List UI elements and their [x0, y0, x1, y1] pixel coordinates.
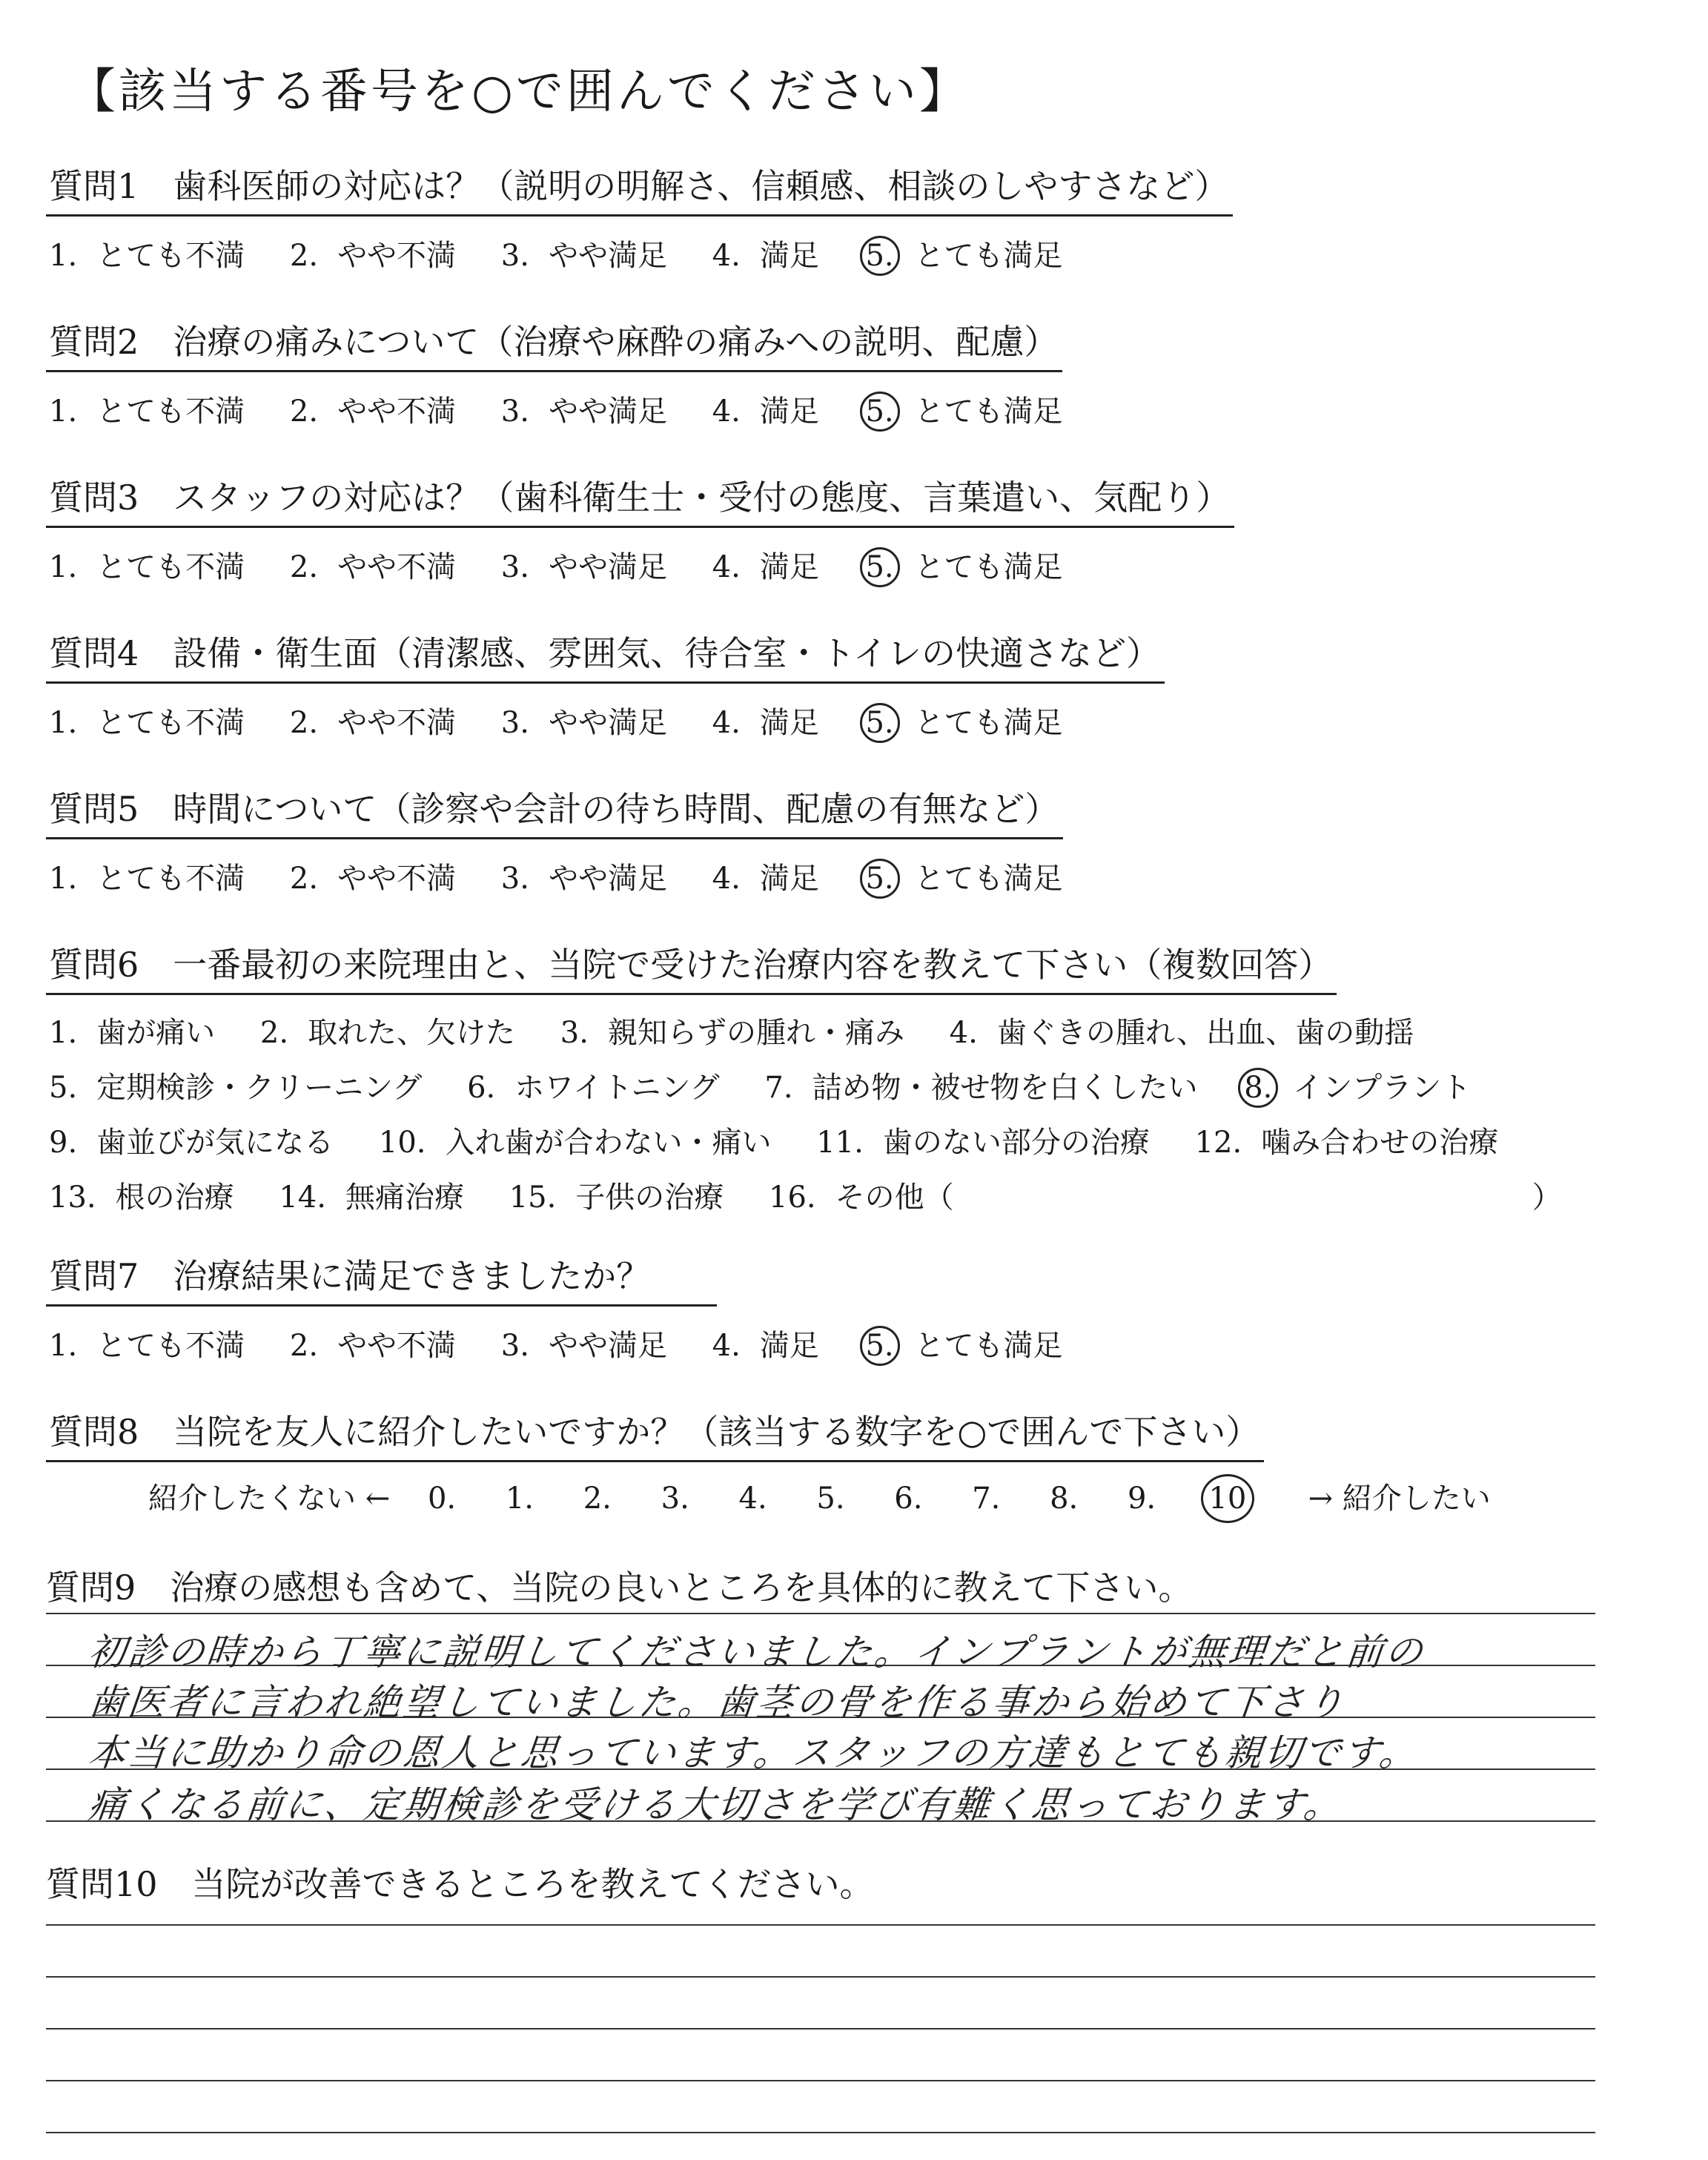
option-label: やや満足: [548, 706, 667, 740]
option-label: とても満足: [914, 239, 1063, 273]
question-1-options: [46, 227, 1233, 285]
question-10-text: 質問10 当院が改善できるところを教えてください。: [46, 1864, 874, 1904]
option-num[interactable]: 2.: [289, 394, 319, 429]
option-label: とても満足: [914, 394, 1063, 429]
option-num[interactable]: 2.: [289, 1329, 319, 1363]
question-6: [46, 938, 1562, 1225]
selected-option-circle[interactable]: 5.: [860, 392, 900, 432]
option-label: とても満足: [914, 550, 1063, 584]
option-label: とても満足: [914, 706, 1063, 740]
selected-option-circle[interactable]: 5.: [860, 236, 900, 276]
option-label: やや満足: [548, 1329, 667, 1363]
option-label: とても満足: [914, 862, 1063, 896]
option-label: やや満足: [548, 394, 667, 429]
option-num[interactable]: 7.: [764, 1071, 793, 1105]
option-num[interactable]: 13.: [49, 1180, 96, 1215]
option-label: とても不満: [96, 394, 245, 429]
option-num[interactable]: 11.: [816, 1126, 864, 1160]
selected-option-circle[interactable]: 8.: [1238, 1068, 1278, 1108]
option-label: 満足: [759, 239, 819, 273]
option-label: 子供の治療: [575, 1180, 724, 1215]
option-label: 詰め物・被せ物を白くしたい: [812, 1071, 1198, 1105]
question-8: [46, 1405, 1491, 1523]
option-label-other: その他（: [835, 1180, 954, 1215]
option-label: やや不満: [337, 862, 457, 896]
option-num[interactable]: 2.: [289, 239, 319, 273]
option-num[interactable]: 2.: [289, 550, 319, 584]
option-num[interactable]: 12.: [1194, 1126, 1242, 1160]
scale-num[interactable]: 2.: [583, 1482, 612, 1516]
question-4-text: 質問4 設備・衛生面（清潔感、雰囲気、待合室・トイレの快適さなど）: [46, 627, 1165, 684]
answer-line[interactable]: [46, 2028, 1595, 2029]
scale-num[interactable]: 1.: [505, 1482, 534, 1516]
option-num[interactable]: 4.: [712, 1329, 741, 1363]
scale-num[interactable]: 4.: [738, 1482, 767, 1516]
question-5-options: [46, 850, 1099, 908]
option-label: 親知らずの腫れ・痛み: [607, 1016, 904, 1050]
question-2-text: 質問2 治療の痛みについて（治療や麻酔の痛みへの説明、配慮）: [46, 315, 1062, 372]
question-10: [46, 1857, 874, 1906]
selected-option-circle[interactable]: 5.: [860, 859, 900, 899]
option-label: 入れ歯が合わない・痛い: [445, 1126, 772, 1160]
option-label: 取れた、欠けた: [308, 1016, 516, 1050]
option-label: やや不満: [337, 239, 457, 273]
option-num[interactable]: 3.: [500, 550, 529, 584]
option-label: 満足: [759, 550, 819, 584]
question-2-options: [46, 383, 1099, 440]
question-5: [46, 782, 1099, 908]
option-label: 満足: [759, 862, 819, 896]
page-title: 【該当する番号を○で囲んでください】: [68, 65, 970, 119]
option-label: 歯のない部分の治療: [882, 1126, 1150, 1160]
option-label: 噛み合わせの治療: [1261, 1126, 1499, 1160]
option-label: 根の治療: [115, 1180, 234, 1215]
option-label: とても不満: [96, 239, 245, 273]
question-3-options: [46, 538, 1234, 596]
option-num[interactable]: 2.: [259, 1016, 289, 1050]
question-4: [46, 627, 1165, 752]
option-num[interactable]: 3.: [500, 239, 529, 273]
options-row: [49, 1115, 1562, 1170]
option-label: ホワイトニング: [514, 1071, 720, 1105]
selected-option-circle[interactable]: 5.: [860, 703, 900, 743]
option-label: 満足: [759, 394, 819, 429]
options-row: [49, 1060, 1562, 1115]
question-9-text: 質問9 治療の感想も含めて、当院の良いところを具体的に教えて下さい。: [46, 1568, 1193, 1608]
recommend-scale: [46, 1474, 1491, 1523]
option-num[interactable]: 5.: [49, 1071, 78, 1105]
scale-num[interactable]: 7.: [972, 1482, 1001, 1516]
handwritten-answer-line: 歯医者に言われ絶望していました。歯茎の骨を作る事から始めて下さり: [86, 1681, 1348, 1724]
option-label: 満足: [759, 706, 819, 740]
options-row: [49, 1170, 1562, 1225]
option-num[interactable]: 4.: [712, 239, 741, 273]
question-4-options: [46, 694, 1165, 752]
option-num[interactable]: 1.: [49, 862, 78, 896]
option-num[interactable]: 9.: [49, 1126, 78, 1160]
option-num[interactable]: 4.: [949, 1016, 978, 1050]
selected-scale-circle[interactable]: 10: [1201, 1474, 1254, 1523]
question-7-options: [46, 1317, 1099, 1375]
option-num[interactable]: 4.: [712, 394, 741, 429]
answer-line[interactable]: [46, 2080, 1595, 2081]
question-6-options: [46, 1005, 1562, 1225]
option-num[interactable]: 10.: [378, 1126, 426, 1160]
scale-num[interactable]: 6.: [894, 1482, 923, 1516]
option-label: 歯並びが気になる: [96, 1126, 334, 1160]
option-label: やや不満: [337, 706, 457, 740]
scale-num[interactable]: 9.: [1127, 1482, 1156, 1516]
option-label: 歯ぐきの腫れ、出血、歯の動揺: [996, 1016, 1414, 1050]
option-label: やや満足: [548, 550, 667, 584]
question-7: [46, 1249, 1099, 1375]
option-label: 満足: [759, 1329, 819, 1363]
option-num[interactable]: 6.: [467, 1071, 496, 1105]
option-num[interactable]: 1.: [49, 706, 78, 740]
handwritten-answer-line: 本当に助かり命の恩人と思っています。スタッフの方達もとても親切です。: [86, 1731, 1421, 1774]
option-label: とても満足: [914, 1329, 1063, 1363]
option-label: とても不満: [96, 1329, 245, 1363]
scale-num[interactable]: 8.: [1050, 1482, 1079, 1516]
option-label: インプラント: [1293, 1071, 1472, 1105]
option-num[interactable]: 3.: [500, 862, 529, 896]
option-num[interactable]: 3.: [500, 394, 529, 429]
option-num[interactable]: 2.: [289, 862, 319, 896]
question-5-text: 質問5 時間について（診察や会計の待ち時間、配慮の有無など）: [46, 782, 1063, 839]
question-9: [46, 1561, 1192, 1610]
option-num[interactable]: 15.: [509, 1180, 557, 1215]
option-num[interactable]: 1.: [49, 1016, 78, 1050]
option-num[interactable]: 3.: [500, 1329, 529, 1363]
option-label: とても不満: [96, 706, 245, 740]
option-num[interactable]: 16.: [769, 1180, 816, 1215]
scale-num[interactable]: 3.: [661, 1482, 689, 1516]
question-3: [46, 471, 1234, 596]
answer-line[interactable]: [46, 1976, 1595, 1978]
option-num[interactable]: 1.: [49, 550, 78, 584]
option-num[interactable]: 3.: [560, 1016, 589, 1050]
option-label: 歯が痛い: [96, 1016, 216, 1050]
option-num[interactable]: 4.: [712, 550, 741, 584]
answer-line[interactable]: [46, 2132, 1595, 2133]
option-label: 定期検診・クリーニング: [96, 1071, 423, 1105]
question-1-text: 質問1 歯科医師の対応は？（説明の明解さ、信頼感、相談のしやすさなど）: [46, 159, 1233, 217]
scale-num[interactable]: 0.: [427, 1482, 457, 1516]
option-num[interactable]: 1.: [49, 1329, 78, 1363]
option-label: やや不満: [337, 394, 457, 429]
option-label: やや満足: [548, 239, 667, 273]
option-num[interactable]: 1.: [49, 394, 78, 429]
option-label: やや不満: [337, 550, 457, 584]
option-num[interactable]: 4.: [712, 706, 741, 740]
option-label: 無痛治療: [345, 1180, 464, 1215]
option-label: とても不満: [96, 550, 245, 584]
question-7-text: 質問7 治療結果に満足できましたか？: [46, 1249, 717, 1307]
option-label: やや満足: [548, 862, 667, 896]
question-8-text: 質問8 当院を友人に紹介したいですか？（該当する数字を○で囲んで下さい）: [46, 1405, 1264, 1462]
selected-option-circle[interactable]: 5.: [860, 547, 900, 587]
handwritten-answer-line: 痛くなる前に、定期検診を受ける大切さを学び有難く思っております。: [86, 1783, 1345, 1826]
selected-option-circle[interactable]: 5.: [860, 1326, 900, 1366]
question-2: [46, 315, 1099, 440]
scale-right-label: → 紹介したい: [1308, 1482, 1491, 1516]
scale-num[interactable]: 5.: [816, 1482, 845, 1516]
option-label: やや不満: [337, 1329, 457, 1363]
question-3-text: 質問3 スタッフの対応は？（歯科衛生士・受付の態度、言葉遣い、気配り）: [46, 471, 1234, 528]
answer-line[interactable]: [46, 1924, 1595, 1926]
question-6-text: 質問6 一番最初の来院理由と、当院で受けた治療内容を教えて下さい（複数回答）: [46, 938, 1337, 995]
option-num[interactable]: 14.: [279, 1180, 326, 1215]
option-label: とても不満: [96, 862, 245, 896]
question-1: [46, 159, 1233, 285]
option-num[interactable]: 2.: [289, 706, 319, 740]
option-num[interactable]: 1.: [49, 239, 78, 273]
handwritten-answer-line: 初診の時から丁寧に説明してくださいました。インプラントが無理だと前の: [86, 1631, 1427, 1674]
answer-line: [46, 1613, 1595, 1614]
scale-left-label: 紹介したくない ←: [148, 1482, 391, 1516]
options-row: [49, 1005, 1562, 1060]
other-close-paren: ）: [1532, 1180, 1562, 1215]
option-num[interactable]: 4.: [712, 862, 741, 896]
option-num[interactable]: 3.: [500, 706, 529, 740]
